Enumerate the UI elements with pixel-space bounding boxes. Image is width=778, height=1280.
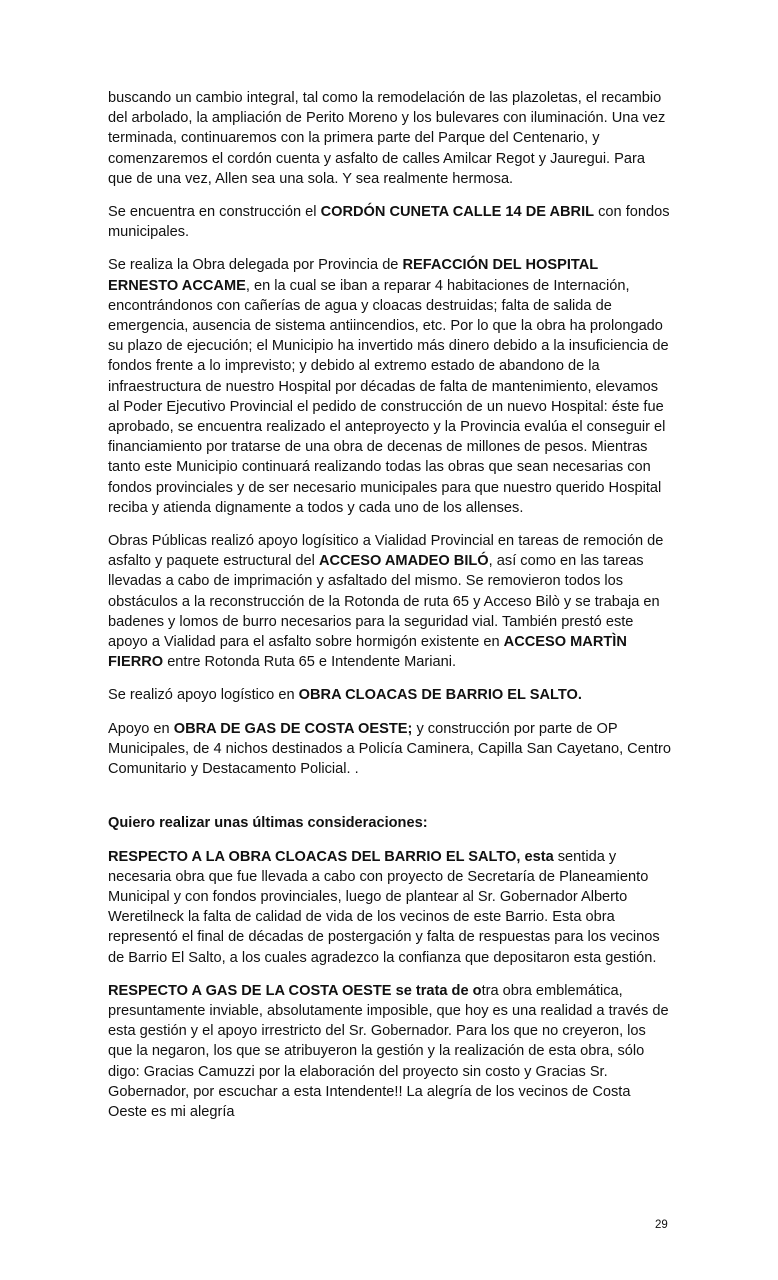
paragraph [108,981,672,1122]
bold-text-run: Quiero realizar unas últimas consideraciones: [108,815,428,832]
bold-text-run: ACCESO AMADEO BILÓ [318,553,489,570]
text-run: Obras Públicas realizó apoyo logísitico a Vialidad Provincial en tareas de remoción de asfalto y paquete estructural del [108,533,664,570]
paragraph [108,719,672,780]
document-body [108,88,672,1135]
text-run: Apoyo en [108,720,174,737]
bold-text-run: ACCESO MARTÌN FIERRO [108,634,627,671]
paragraph [108,813,672,833]
text-run: Se realizó apoyo logístico en [108,687,299,704]
paragraph [108,531,672,672]
text-run: , en la cual se iban a reparar 4 habitaciones de Internación, encontrándonos con cañerías de agua y cloacas destruidas; falta de salida de emergencia, ausencia de sistema antiincendios, etc. Por lo que la obra ha prolongado su plazo de ejecución; el Municipio ha invertido más dinero debido a la insuficiencia de fondos frente a lo imprevisto; y debido al extremo estado de abandono de la infraestructura de nuestro Hospital por décadas de falta de mantenimiento, elevamos al Poder Ejecutivo Provincial el pedido de construcción de un nuevo Hospital: éste fue aprobado, se encuentra realizado el anteproyecto y la Provincia evalúa el conseguir el financiamiento por tratarse de una obra de decenas de millones de pesos. Mientras tanto este Municipio continuará realizando todas las obras que sean necesarias con fondos provinciales y de ser necesario municipales para que nuestro querido Hospital reciba y atienda dignamente a todos y cada uno de los allenses. [108,277,669,516]
paragraph [108,847,672,968]
text-run: Se realiza la Obra delegada por Provincia de [108,257,403,274]
paragraph [108,685,672,705]
bold-text-run: RESPECTO A GAS DE LA COSTA OESTE se trata de o [108,982,482,999]
page-number: 29 [655,1219,668,1231]
bold-text-run: OBRA CLOACAS DE BARRIO EL SALTO. [298,687,582,704]
bold-text-run: CORDÓN CUNETA CALLE 14 DE ABRIL [320,204,595,221]
paragraph [108,202,672,242]
text-run: y construcción por parte de OP Municipales, de 4 nichos destinados a Policía Caminera, Capilla San Cayetano, Centro Comunitario y Destacamento Policial. . [108,720,671,778]
text-run: Se encuentra en construcción el [108,204,321,221]
bold-text-run: RESPECTO A LA OBRA CLOACAS DEL BARRIO EL SALTO, esta [108,848,554,865]
text-run: tra obra emblemática, presuntamente inviable, absolutamente imposible, que hoy es una realidad a través de esta gestión y el apoyo irrestricto del Sr. Gobernador. Para los que no creyeron, los que la negaron, los que se atribuyeron la gestión y la realización de esta obra, sólo digo: Gracias Camuzzi por la elaboración del proyecto sin costo y Gracias Sr. Gobernador, por escuchar a esta Intendente!! La alegría de los vecinos de Costa Oeste es mi alegría [108,982,669,1120]
text-run: buscando un cambio integral, tal como la remodelación de las plazoletas, el recambio del arbolado, la ampliación de Perito Moreno y los bulevares con iluminación. Una vez terminada, continuaremos con la primera parte del Parque del Centenario, y comenzaremos el cordón cuenta y asfalto de calles Amilcar Regot y Jauregui. Para que de una vez, Allen sea una sola. Y sea realmente hermosa. [108,90,666,187]
text-run: sentida y necesaria obra que fue llevada a cabo con proyecto de Secretaría de Planeamiento Municipal y con fondos provinciales, luego de plantear al Sr. Gobernador Alberto Weretilneck la falta de calidad de vida de los vecinos de este Barrio. Esta obra representó el final de décadas de postergación y falta de respuestas para los vecinos de Barrio El Salto, a los cuales agradezco la confianza que depositaron esta gestión. [108,848,660,966]
bold-text-run: REFACCIÓN DEL HOSPITAL ERNESTO ACCAME [108,257,598,294]
paragraph [108,88,672,189]
bold-text-run: OBRA DE GAS DE COSTA OESTE; [173,720,413,737]
text-run: entre Rotonda Ruta 65 e Intendente Mariani. [163,654,457,671]
text-run: , así como en las tareas llevadas a cabo de imprimación y asfaltado del mismo. Se removieron todos los obstáculos a la reconstrucción de la Rotonda de ruta 65 y Acceso Bilò y se trabaja en badenes y lomos de burro necesarios para la seguridad vial. También prestó este apoyo a Vialidad para el asfalto sobre hormigón existente en [108,553,660,651]
text-run: con fondos municipales. [108,204,670,241]
paragraph [108,255,672,518]
